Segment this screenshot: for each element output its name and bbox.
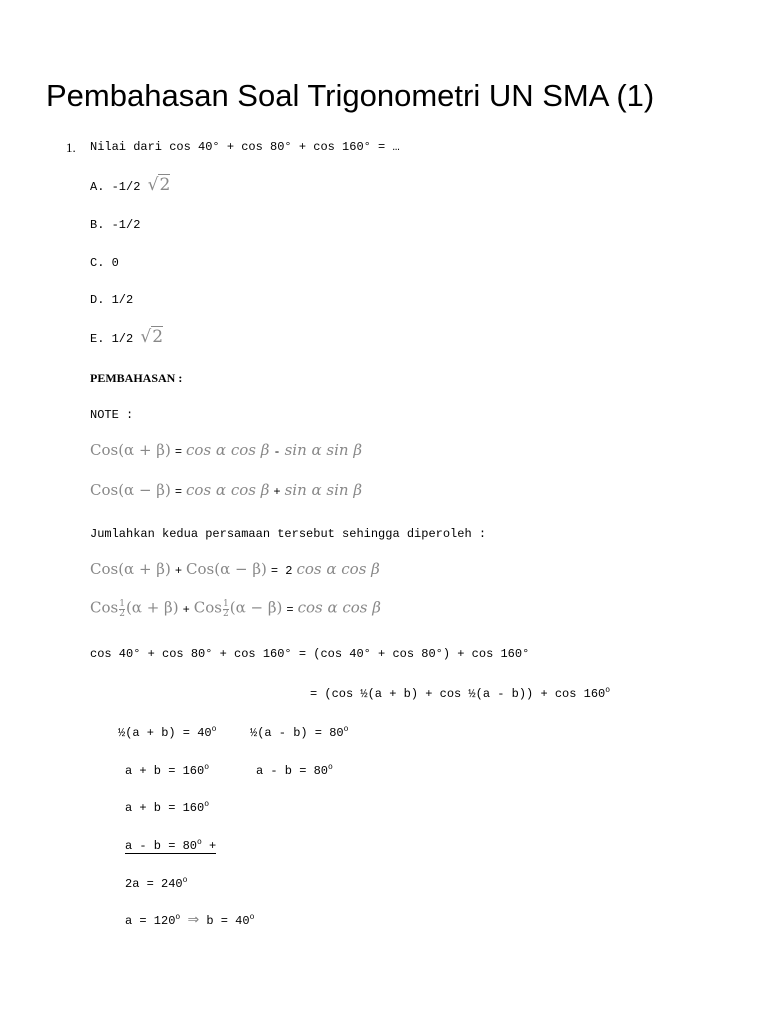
option-e-radical: 2 xyxy=(152,327,164,347)
half-arg-minus: (α − β) xyxy=(229,598,283,617)
sqrt-symbol: √2 xyxy=(140,327,164,347)
step-4a xyxy=(125,761,209,778)
equals-sign: = xyxy=(286,602,294,617)
fraction-numerator: 1 xyxy=(119,599,125,609)
step-8a-text: a = 120 xyxy=(125,914,176,928)
page-title: Pembahasan Soal Trigonometri UN SMA (1) xyxy=(46,78,655,113)
identity1-lhs: Cos(α + β) xyxy=(90,441,171,459)
degree-mark: o xyxy=(249,913,255,922)
identity-cos-sum xyxy=(90,443,362,459)
question-text: Nilai dari cos 40° + cos 80° + cos 160° = … xyxy=(90,140,400,154)
plus-sign: + xyxy=(182,602,190,617)
sum-intro-text: Jumlahkan kedua persamaan tersebut sehingga diperoleh : xyxy=(90,527,487,541)
option-b-value: -1/2 xyxy=(111,218,141,232)
option-a-radical: 2 xyxy=(159,175,171,195)
half-cos-2: Cos xyxy=(193,598,222,617)
degree-mark: o xyxy=(204,800,210,809)
equals-sign: = xyxy=(174,445,183,459)
step-3b xyxy=(250,723,348,740)
option-d-label: D. xyxy=(90,293,105,307)
identity2-lhs: Cos(α − β) xyxy=(90,481,171,499)
step-6 xyxy=(125,836,216,853)
step-7 xyxy=(125,874,187,891)
degree-mark: o xyxy=(182,876,188,885)
plus-sign: + xyxy=(174,564,183,578)
fraction-denominator: 2 xyxy=(119,609,125,619)
step-5 xyxy=(125,798,209,815)
step-6-underlined xyxy=(125,839,216,854)
equals-two: = 2 xyxy=(270,564,293,578)
degree-mark: o xyxy=(328,763,333,772)
step-2-text: = (cos ½(a + b) + cos ½(a - b)) + cos 160 xyxy=(310,687,606,701)
identity1-rhs-b: sin α sin β xyxy=(284,441,363,459)
fraction-numerator: 1 xyxy=(223,599,229,609)
option-b-label: B. xyxy=(90,218,105,232)
identity-cos-diff xyxy=(90,483,362,499)
minus-sign: - xyxy=(273,445,281,459)
plus-sign: + xyxy=(201,839,217,853)
sum1-a: Cos(α + β) xyxy=(90,560,171,578)
implies-arrow-icon: ⇒ xyxy=(187,912,200,928)
step-8 xyxy=(125,911,254,928)
step-3a xyxy=(118,723,216,740)
sum1-rhs: cos α cos β xyxy=(296,560,380,578)
option-c-label: C. xyxy=(90,256,105,270)
step-3a-text: ½(a + b) = 40 xyxy=(118,726,212,740)
step-4b xyxy=(256,761,333,778)
degree-mark: o xyxy=(343,725,349,734)
identity1-rhs-a: cos α cos β xyxy=(186,441,270,459)
note-label: NOTE : xyxy=(90,408,134,422)
option-b xyxy=(90,218,140,232)
step-8b-text: b = 40 xyxy=(206,914,250,928)
solution-heading: PEMBAHASAN : xyxy=(90,371,183,385)
sqrt-symbol: √2 xyxy=(147,175,171,195)
identity2-rhs-b: sin α sin β xyxy=(284,481,363,499)
option-c xyxy=(90,256,119,270)
fraction-denominator: 2 xyxy=(223,609,229,619)
half-arg-plus: (α + β) xyxy=(125,598,179,617)
identity2-rhs-a: cos α cos β xyxy=(186,481,270,499)
sum-equation xyxy=(90,562,380,578)
option-e-label: E. xyxy=(90,332,105,346)
option-d xyxy=(90,293,133,307)
option-a-label: A. xyxy=(90,180,105,194)
question-number: 1. xyxy=(66,140,76,155)
degree-mark: o xyxy=(211,725,217,734)
equals-sign: = xyxy=(174,485,183,499)
degree-mark: o xyxy=(175,913,181,922)
step-7-text: 2a = 240 xyxy=(125,877,183,891)
fraction-half xyxy=(223,600,229,619)
degree-mark: o xyxy=(197,838,202,847)
step-4a-text: a + b = 160 xyxy=(125,764,205,778)
fraction-half xyxy=(119,600,125,619)
option-e-value: 1/2 xyxy=(111,332,134,346)
option-a-value: -1/2 xyxy=(111,180,141,194)
step-2 xyxy=(310,684,610,701)
half-cos-1: Cos xyxy=(90,598,119,617)
half-angle-equation xyxy=(90,600,381,619)
step-4b-text: a - b = 80 xyxy=(256,764,329,778)
step-5-text: a + b = 160 xyxy=(125,801,205,815)
option-a xyxy=(90,175,171,195)
step-3b-text: ½(a - b) = 80 xyxy=(250,726,344,740)
step-1: cos 40° + cos 80° + cos 160° = (cos 40° + cos 80°) + cos 160° xyxy=(90,647,530,661)
step-6-text: a - b = 80 xyxy=(125,839,198,853)
sum1-b: Cos(α − β) xyxy=(186,560,267,578)
half-rhs: cos α cos β xyxy=(297,598,381,617)
degree-mark: o xyxy=(605,686,611,695)
degree-mark: o xyxy=(204,763,210,772)
option-e xyxy=(90,327,164,347)
option-c-value: 0 xyxy=(111,256,119,270)
option-d-value: 1/2 xyxy=(111,293,134,307)
plus-sign: + xyxy=(273,485,281,499)
